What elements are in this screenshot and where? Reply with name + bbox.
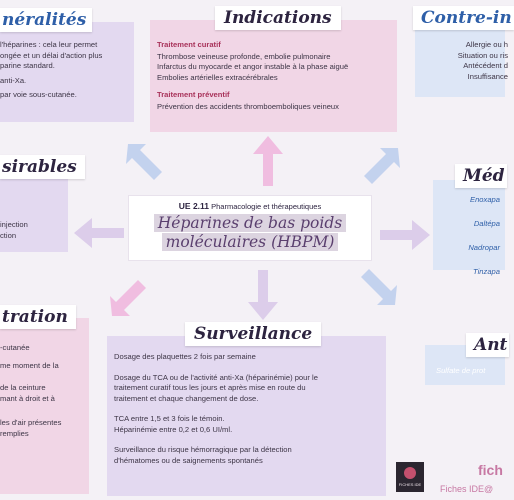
indications-text — [157, 40, 395, 112]
administration-title: tration — [0, 305, 76, 329]
indications-title: Indications — [215, 6, 341, 30]
surveillance-line: Héparinémie entre 0,2 et 0,6 UI/ml. — [114, 424, 233, 434]
administration-line: mant à droit et à — [0, 393, 55, 403]
surveillance-line: traitement curatif tous les jours et après mise en route du — [114, 383, 306, 392]
administration-line — [0, 354, 84, 361]
arrow-down-left-administration-icon — [102, 276, 152, 326]
surveillance-line: d'hématomes ou de saignements spontanés — [114, 455, 263, 465]
contre-indications-line: Allergie ou h — [465, 40, 508, 49]
generalites-line: parine standard. — [0, 61, 55, 70]
main-title-line1: Héparines de bas poids — [154, 214, 346, 232]
administration-line: de la ceinture — [0, 383, 46, 392]
generalites-line: l'héparines : cela leur permet — [0, 40, 98, 49]
indications-curatif-heading: Traitement curatif — [157, 40, 221, 49]
surveillance-paragraph — [114, 414, 382, 435]
indications-line: Infarctus du myocarde et angor instable à la phase aiguë — [157, 62, 349, 71]
surveillance-line: traitement et chaque changement de dose. — [114, 393, 259, 403]
main-title — [129, 214, 371, 252]
contre-indications-title: Contre-in — [413, 6, 514, 30]
surveillance-line: Surveillance du risque hémorragique par la détection — [114, 445, 292, 454]
generalites-title: néralités — [0, 8, 92, 32]
logo-mark-icon — [404, 467, 416, 479]
indications-line: Thrombose veineuse profonde, embolie pulmonaire — [157, 51, 331, 61]
administration-line: -cutanée — [0, 343, 30, 352]
indesirables-title: sirables — [0, 155, 85, 179]
arrow-left-indesirables-icon — [74, 218, 124, 248]
arrow-up-left-generalites-icon — [118, 142, 168, 192]
arrow-down-right-antidote-icon — [355, 265, 405, 315]
indications-line: Embolies artérielles extracérébrales — [157, 72, 278, 82]
main-title-line2: moléculaires (HBPM) — [162, 233, 339, 251]
contre-indications-line: Antécédent d — [463, 61, 508, 70]
surveillance-line: Dosage des plaquettes 2 fois par semaine — [114, 352, 256, 361]
administration-line: les d'air présentes — [0, 418, 62, 427]
indications-line: Prévention des accidents thromboemboliques veineux — [157, 101, 339, 111]
administration-text — [0, 343, 84, 439]
surveillance-text — [114, 352, 382, 466]
generalites-line: par voie sous-cutanée. — [0, 90, 77, 99]
medicaments-list — [440, 195, 500, 291]
antidote-title: Ant — [466, 333, 509, 357]
administration-line: me moment de la — [0, 360, 59, 370]
indications-preventif-heading: Traitement préventif — [157, 90, 230, 99]
arrow-up-indications-icon — [253, 136, 283, 186]
surveillance-line: Dosage du TCA ou de l'activité anti-Xa (héparinémie) pour le — [114, 372, 318, 382]
brand-fiche-label: fich — [478, 462, 503, 478]
administration-line — [0, 371, 84, 383]
brand-fiches-label: Fiches IDE@ — [440, 484, 494, 494]
arrow-up-right-contre-indications-icon — [358, 148, 408, 198]
center-title-card — [128, 195, 372, 261]
medicament-item: Daltépa — [473, 219, 500, 228]
indesirables-text — [0, 220, 70, 241]
surveillance-paragraph — [114, 445, 382, 466]
surveillance-paragraph — [114, 352, 382, 363]
surveillance-paragraph — [114, 373, 382, 405]
indesirables-line: ction — [0, 230, 17, 240]
medicament-item: Nadropar — [468, 243, 500, 252]
medicament-item: Enoxapa — [470, 195, 500, 204]
medicaments-title: Méd — [455, 164, 507, 188]
antidote-line: Sulfate de prot — [436, 366, 486, 375]
arrow-down-surveillance-icon — [248, 270, 278, 320]
contre-indications-line: Situation ou ris — [457, 50, 508, 60]
generalites-line: ongée et un délai d'action plus — [0, 50, 103, 60]
logo-text: FICHES IDE — [398, 482, 422, 487]
administration-line — [0, 404, 84, 418]
logo — [396, 462, 424, 492]
generalites-text — [0, 40, 134, 101]
contre-indications-text — [418, 40, 508, 82]
arrow-right-medicaments-icon — [380, 220, 430, 250]
indesirables-line: injection — [0, 220, 28, 229]
contre-indications-line: Insuffisance — [467, 71, 508, 81]
ue-subtitle: Pharmacologie et thérapeutiques — [211, 202, 322, 211]
medicament-item: Tinzapa — [473, 267, 500, 276]
administration-line: remplies — [0, 428, 29, 438]
ue-code: UE 2.11 — [178, 201, 210, 211]
surveillance-line: TCA entre 1,5 et 3 fois le témoin. — [114, 414, 225, 423]
generalites-line: anti-Xa. — [0, 75, 27, 85]
surveillance-title: Surveillance — [185, 322, 321, 346]
